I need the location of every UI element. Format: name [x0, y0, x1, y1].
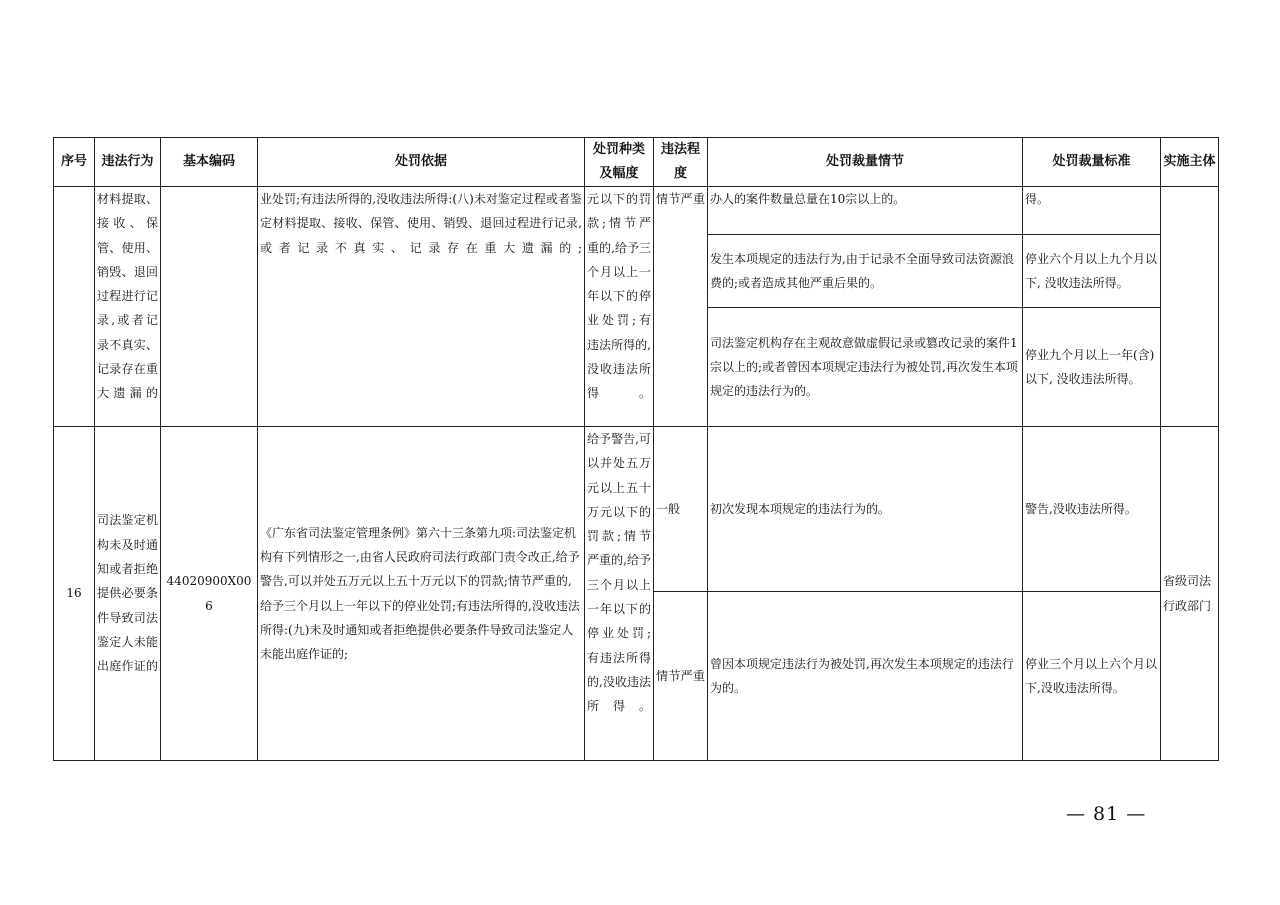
circumstance-cell: 发生本项规定的违法行为,由于记录不全面导致司法资源浪费的;或者造成其他严重后果的。 [708, 235, 1023, 308]
table-row [54, 187, 1219, 235]
header-behavior: 违法行为 [95, 138, 161, 187]
code-cell [161, 187, 258, 427]
header-seq: 序号 [54, 138, 95, 187]
circumstance-cell: 司法鉴定机构存在主观故意做虚假记录或篡改记录的案件1宗以上的;或者曾因本项规定违法行为被处罚,再次发生本项规定的违法行为的。 [708, 308, 1023, 427]
basis-cell: 《广东省司法鉴定管理条例》第六十三条第九项:司法鉴定机构有下列情形之一,由省人民政府司法行政部门责令改正,给予警告,可以并处五万元以上五十万元以下的罚款;情节严重的,给予三个月以上一年以下的停业处罚;有违法所得的,没收违法所得:(九)未及时通知或者拒绝提供必要条件导致司法鉴定人未能出庭作证的; [258, 427, 585, 761]
penalty-table [53, 137, 1219, 761]
agency-cell: 省级司法行政部门 [1161, 427, 1219, 761]
degree-cell: 一般 [654, 427, 708, 592]
seq-cell: 16 [54, 427, 95, 761]
standard-cell: 得。 [1023, 187, 1161, 235]
seq-cell [54, 187, 95, 427]
header-circumstances: 处罚裁量情节 [708, 138, 1023, 187]
header-agency: 实施主体 [1161, 138, 1219, 187]
header-basis: 处罚依据 [258, 138, 585, 187]
basis-cell: 业处罚;有违法所得的,没收违法所得:(八)未对鉴定过程或者鉴定材料提取、接收、保管、使用、销毁、退回过程进行记录,或者记录不真实、记录存在重大遗漏的; [258, 187, 585, 427]
degree-cell: 情节严重 [654, 187, 708, 427]
header-kind: 处罚种类及幅度 [585, 138, 654, 187]
kind-cell: 元以下的罚款;情节严重的,给予三个月以上一年以下的停业处罚;有违法所得的,没收违法所得。 [585, 187, 654, 427]
circumstance-cell: 曾因本项规定违法行为被处罚,再次发生本项规定的违法行为的。 [708, 592, 1023, 761]
header-standard: 处罚裁量标准 [1023, 138, 1161, 187]
header-degree: 违法程度 [654, 138, 708, 187]
code-cell: 44020900X006 [161, 427, 258, 761]
kind-cell: 给予警告,可以并处五万元以上五十万元以下的罚款;情节严重的,给予三个月以上一年以下的停业处罚;有违法所得的,没收违法所得。 [585, 427, 654, 761]
degree-cell: 情节严重 [654, 592, 708, 761]
standard-cell: 停业九个月以上一年(含)以下, 没收违法所得。 [1023, 308, 1161, 427]
header-code: 基本编码 [161, 138, 258, 187]
table-row [54, 427, 1219, 592]
circumstance-cell: 办人的案件数量总量在10宗以上的。 [708, 187, 1023, 235]
standard-cell: 停业三个月以上六个月以下,没收违法所得。 [1023, 592, 1161, 761]
behavior-cell: 材料提取、接收、保管、使用、销毁、退回过程进行记录,或者记录不真实、记录存在重大遗漏的 [95, 187, 161, 427]
behavior-cell: 司法鉴定机构未及时通知或者拒绝提供必要条件导致司法鉴定人未能出庭作证的 [95, 427, 161, 761]
page-number: — 81 — [1066, 803, 1147, 825]
agency-cell [1161, 187, 1219, 427]
header-row [54, 138, 1219, 187]
circumstance-cell: 初次发现本项规定的违法行为的。 [708, 427, 1023, 592]
standard-cell: 停业六个月以上九个月以下, 没收违法所得。 [1023, 235, 1161, 308]
standard-cell: 警告,没收违法所得。 [1023, 427, 1161, 592]
